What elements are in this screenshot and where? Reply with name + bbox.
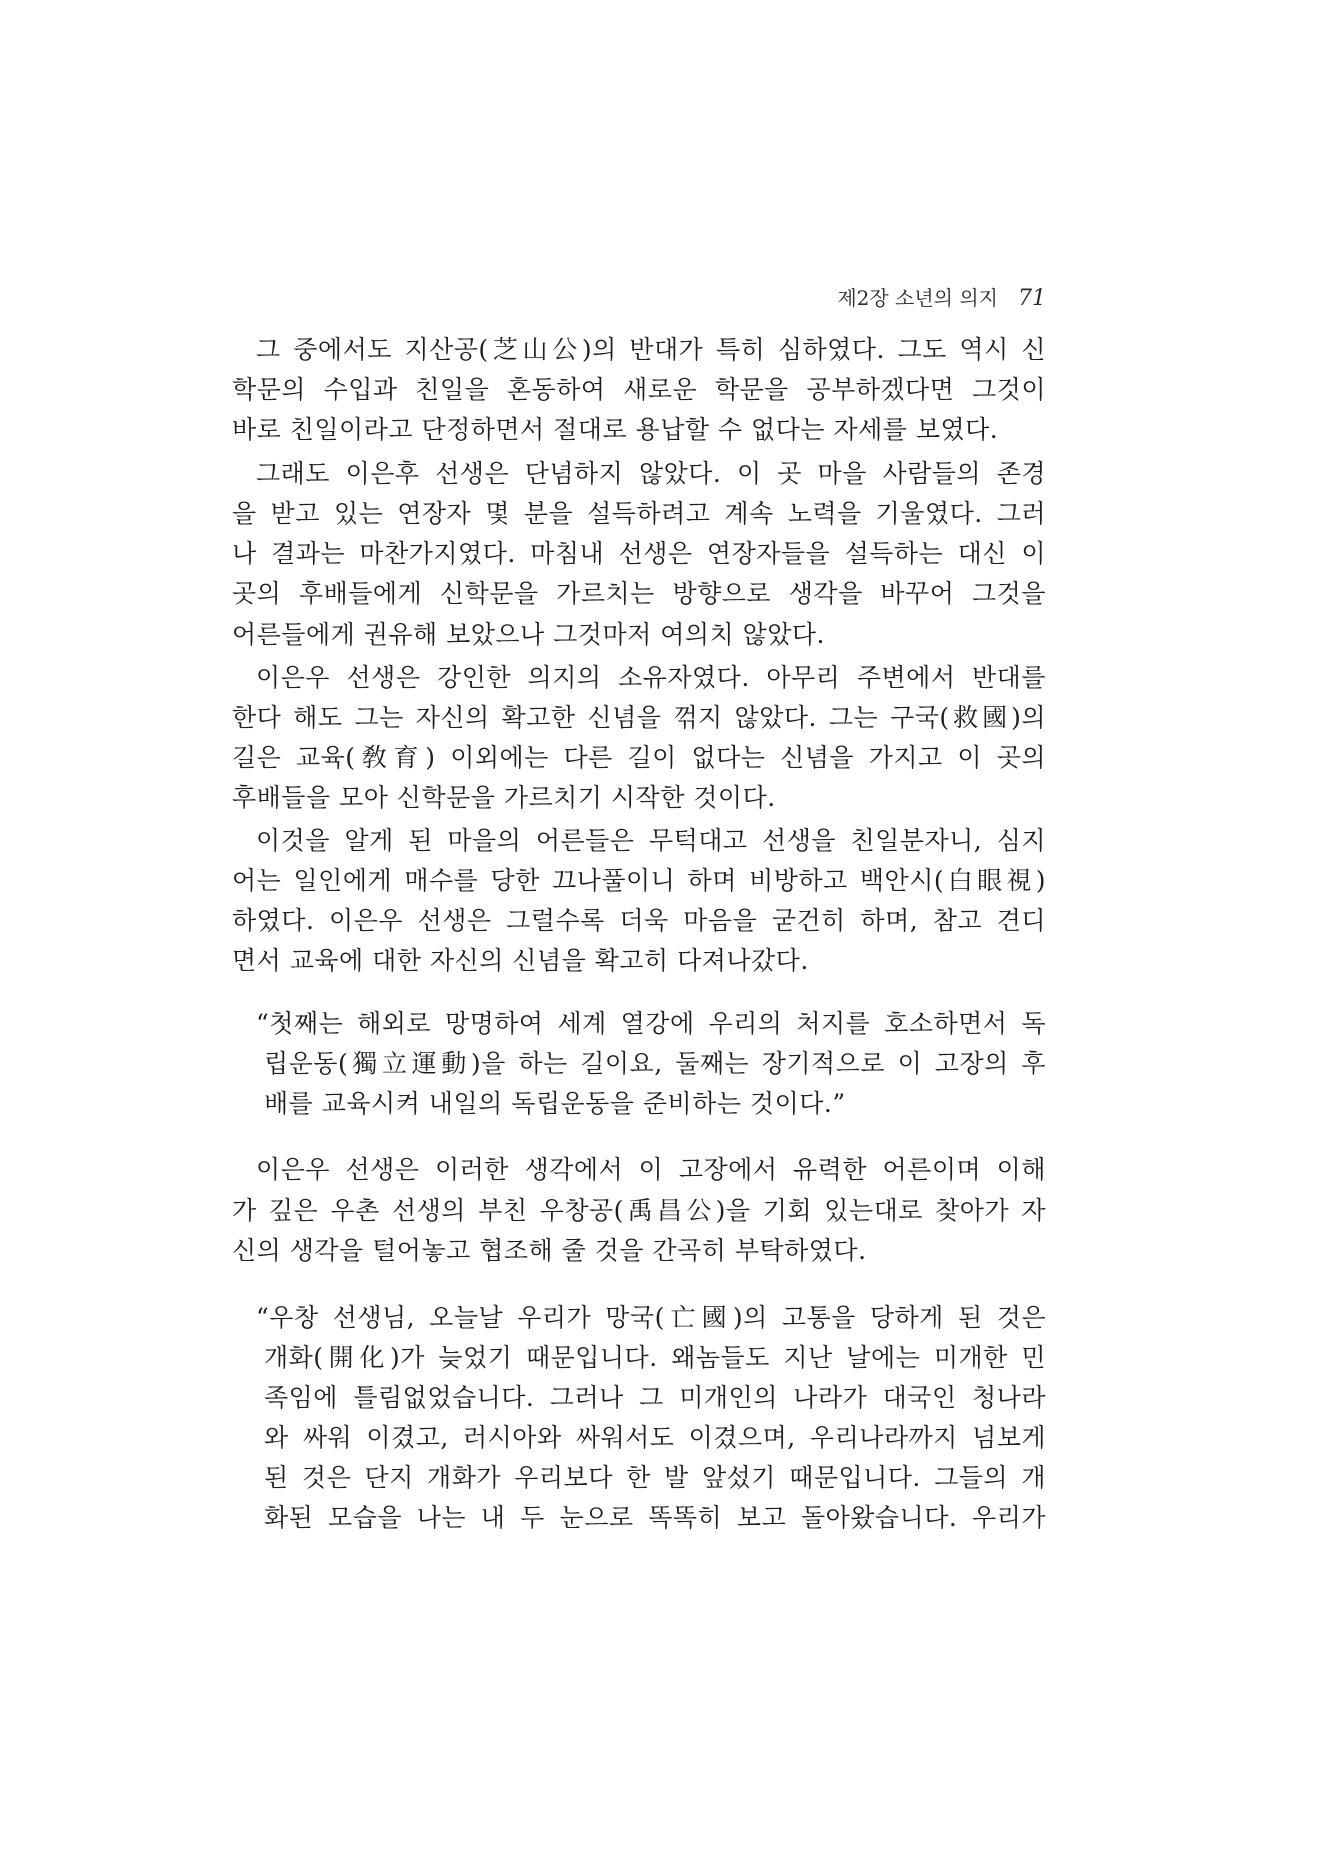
text-line: 신의 생각을 털어놓고 협조해 줄 것을 간곡히 부탁하였다.: [232, 1236, 867, 1265]
quote-line: 배를 교육시켜 내일의 독립운동을 준비하는 것이다.”: [264, 1089, 846, 1118]
text-line: 학문의 수입과 친일을 혼동하여 새로운 학문을 공부하겠다면 그것이: [232, 375, 1046, 404]
text-line: 면서 교육에 대한 자신의 신념을 확고히 다져나갔다.: [232, 946, 809, 975]
text-line: 그 중에서도 지산공(芝山公)의 반대가 특히 심하였다. 그도 역시 신: [256, 335, 1046, 364]
text-line: 그래도 이은후 선생은 단념하지 않았다. 이 곳 마을 사람들의 존경: [256, 459, 1046, 488]
text-line: 후배들을 모아 신학문을 가르치기 시작한 것이다.: [232, 783, 776, 812]
text-line: 어는 일인에게 매수를 당한 끄나풀이니 하며 비방하고 백안시(白眼視): [232, 866, 1046, 895]
text-line: 한다 해도 그는 자신의 확고한 신념을 꺾지 않았다. 그는 구국(救國)의: [232, 703, 1046, 732]
text-line: 가 깊은 우촌 선생의 부친 우창공(禹昌公)을 기회 있는대로 찾아가 자: [232, 1196, 1046, 1225]
quote-line: “첫째는 해외로 망명하여 세계 열강에 우리의 처지를 호소하면서 독: [256, 1009, 1046, 1038]
text-line: 어른들에게 권유해 보았으나 그것마저 여의치 않았다.: [232, 620, 825, 649]
running-header: [0, 282, 1046, 311]
quote-line: 립운동(獨立運動)을 하는 길이요, 둘째는 장기적으로 이 고장의 후: [264, 1049, 1046, 1078]
quote-line: 와 싸워 이겼고, 러시아와 싸워서도 이겼으며, 우리나라까지 넘보게: [264, 1423, 1046, 1452]
quote-line: 화된 모습을 나는 내 두 눈으로 똑똑히 보고 돌아왔습니다. 우리가: [264, 1503, 1046, 1532]
quote-line: 족임에 틀림없었습니다. 그러나 그 미개인의 나라가 대국인 청나라: [264, 1383, 1046, 1412]
text-line: 나 결과는 마찬가지였다. 마침내 선생은 연장자들을 설득하는 대신 이: [232, 539, 1046, 568]
quote-line: 된 것은 단지 개화가 우리보다 한 발 앞섰기 때문입니다. 그들의 개: [264, 1463, 1046, 1492]
chapter-title: 제2장 소년의 의지: [837, 286, 998, 310]
quote-line: “우창 선생님, 오늘날 우리가 망국(亡國)의 고통을 당하게 된 것은: [256, 1303, 1046, 1332]
text-line: 이것을 알게 된 마을의 어른들은 무턱대고 선생을 친일분자니, 심지: [256, 826, 1046, 855]
page-number: 71: [1018, 286, 1046, 311]
text-line: 곳의 후배들에게 신학문을 가르치는 방향으로 생각을 바꾸어 그것을: [232, 579, 1046, 608]
text-line: 길은 교육(敎育) 이외에는 다른 길이 없다는 신념을 가지고 이 곳의: [232, 743, 1046, 772]
text-line: 바로 친일이라고 단정하면서 절대로 용납할 수 없다는 자세를 보였다.: [232, 415, 999, 444]
text-line: 을 받고 있는 연장자 몇 분을 설득하려고 계속 노력을 기울였다. 그러: [232, 499, 1046, 528]
text-line: 이은우 선생은 강인한 의지의 소유자였다. 아무리 주변에서 반대를: [256, 663, 1046, 692]
quote-line: 개화(開化)가 늦었기 때문입니다. 왜놈들도 지난 날에는 미개한 민: [264, 1343, 1046, 1372]
text-line: 이은우 선생은 이러한 생각에서 이 고장에서 유력한 어른이며 이해: [256, 1155, 1046, 1184]
text-line: 하였다. 이은우 선생은 그럴수록 더욱 마음을 굳건히 하며, 참고 견디: [232, 906, 1046, 935]
